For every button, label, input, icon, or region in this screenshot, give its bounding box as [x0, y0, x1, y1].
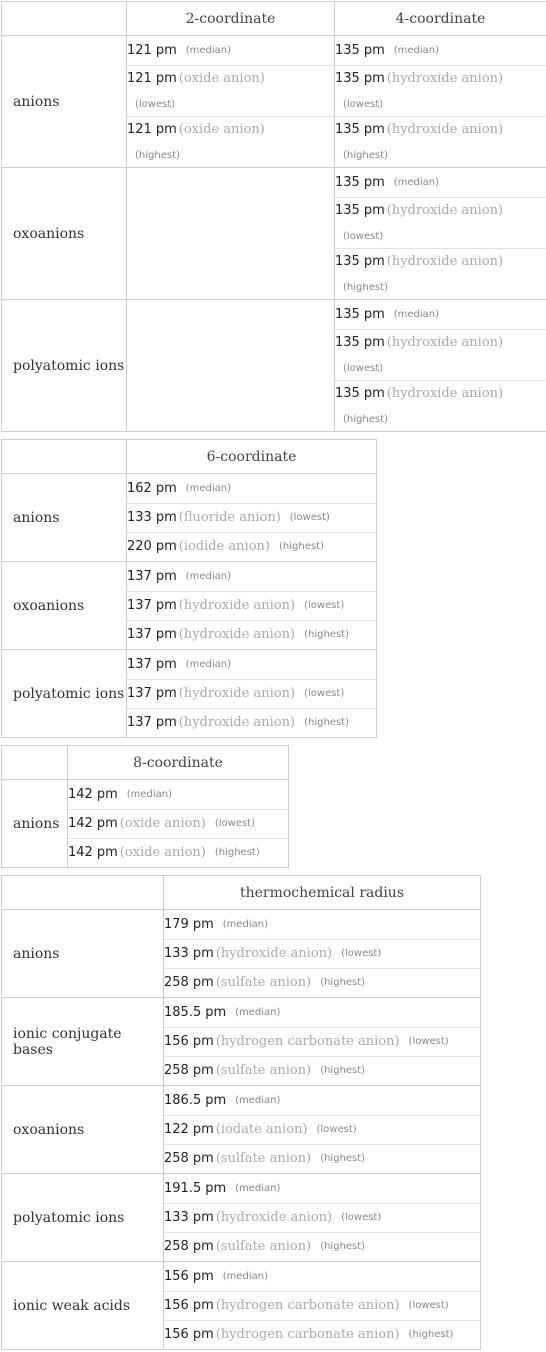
radius-value: 135 [335, 121, 360, 137]
radius-value: 142 [68, 787, 93, 802]
stat-tag: (lowest) [289, 512, 330, 523]
column-header: 6-coordinate [127, 440, 377, 474]
ion-name: (hydrogen carbonate anion) [215, 1298, 400, 1313]
unit-label: pm [363, 385, 385, 401]
column-header: thermochemical radius [164, 876, 481, 910]
table-row [2, 300, 546, 432]
stat-tag: (highest) [343, 150, 388, 162]
unit-label: pm [363, 334, 385, 350]
table-row [2, 998, 481, 1086]
highest-entry [127, 620, 376, 649]
highest-entry [164, 1144, 480, 1173]
median-entry [164, 1263, 480, 1291]
row-label: polyatomic ions [2, 1174, 164, 1262]
radius-value: 121 [127, 43, 152, 58]
radius-table-8-coordinate [1, 745, 289, 868]
radius-value: 186.5 [164, 1093, 202, 1108]
lowest-entry [127, 679, 376, 708]
table-row [2, 1174, 481, 1262]
unit-label: pm [155, 539, 177, 554]
median-entry [164, 911, 480, 939]
lowest-entry [164, 1291, 480, 1320]
stat-tag: (lowest) [408, 1036, 449, 1047]
radius-value: 137 [127, 627, 152, 642]
radius-value: 122 [164, 1122, 189, 1137]
data-cell [335, 36, 546, 168]
stat-tag: (lowest) [343, 99, 384, 111]
table-row [2, 650, 377, 738]
lowest-entry [127, 591, 376, 620]
stat-tag: (median) [222, 919, 269, 930]
unit-label: pm [192, 1151, 214, 1166]
stat-tag: (lowest) [316, 1124, 357, 1135]
stat-tag: (highest) [343, 414, 388, 426]
row-label: polyatomic ions [2, 300, 127, 432]
radius-value: 137 [127, 657, 152, 672]
lowest-entry [335, 197, 546, 248]
unit-label: pm [363, 253, 385, 269]
data-cell [127, 650, 377, 738]
highest-entry [335, 116, 546, 167]
stat-tag: (lowest) [408, 1300, 449, 1311]
data-cell [335, 168, 546, 300]
radius-value: 156 [164, 1269, 189, 1284]
stat-tag: (highest) [304, 717, 349, 728]
unit-label: pm [205, 1093, 227, 1108]
unit-label: pm [192, 1063, 214, 1078]
median-entry [164, 1175, 480, 1203]
ion-name: (hydrogen carbonate anion) [215, 1327, 400, 1342]
median-entry [335, 169, 546, 197]
empty-cell [127, 168, 335, 300]
unit-label: pm [205, 1005, 227, 1020]
stat-tag: (median) [185, 45, 232, 56]
radius-value: 258 [164, 1063, 189, 1078]
radius-value: 258 [164, 1239, 189, 1254]
unit-label: pm [363, 70, 385, 86]
corner-cell [2, 746, 68, 780]
radius-value: 220 [127, 539, 152, 554]
stat-tag: (highest) [320, 1241, 366, 1252]
highest-entry [127, 532, 376, 561]
unit-label: pm [192, 1269, 214, 1284]
data-cell [164, 1174, 481, 1262]
stat-tag: (lowest) [135, 99, 176, 111]
table-row [2, 1086, 481, 1174]
radius-table-thermochemical [1, 875, 481, 1350]
unit-label: pm [155, 715, 177, 730]
radius-value: 121 [127, 70, 152, 86]
ion-name: (iodide anion) [178, 539, 270, 554]
radius-value: 137 [127, 569, 152, 584]
row-label: oxoanions [2, 168, 127, 300]
unit-label: pm [192, 1210, 214, 1225]
unit-label: pm [192, 1298, 214, 1313]
median-entry [68, 781, 288, 809]
lowest-entry [335, 329, 546, 380]
column-header: 4-coordinate [335, 2, 546, 36]
row-label: anions [2, 474, 127, 562]
median-entry [127, 651, 376, 679]
stat-tag: (highest) [320, 1153, 366, 1164]
unit-label: pm [155, 481, 177, 496]
stat-tag: (highest) [343, 282, 388, 294]
stat-tag: (median) [235, 1183, 281, 1194]
ion-name: (hydroxide anion) [215, 1210, 333, 1225]
stat-tag: (highest) [304, 629, 349, 640]
radius-value: 133 [164, 1210, 189, 1225]
radius-value: 135 [335, 385, 360, 401]
stat-tag: (median) [235, 1007, 281, 1018]
data-cell [164, 1086, 481, 1174]
row-label: ionic conjugate bases [2, 998, 164, 1086]
unit-label: pm [155, 598, 177, 613]
unit-label: pm [192, 946, 214, 961]
stat-tag: (median) [185, 571, 232, 582]
highest-entry [335, 380, 546, 431]
ion-name: (hydroxide anion) [386, 253, 504, 269]
unit-label: pm [192, 1034, 214, 1049]
lowest-entry [68, 809, 288, 838]
ion-name: (hydroxide anion) [386, 202, 504, 218]
radius-value: 156 [164, 1298, 189, 1313]
stat-tag: (highest) [320, 1065, 366, 1076]
table-row [2, 474, 377, 562]
ion-name: (hydroxide anion) [386, 334, 504, 350]
unit-label: pm [155, 569, 177, 584]
unit-label: pm [363, 175, 385, 190]
ion-name: (hydroxide anion) [215, 946, 333, 961]
radius-value: 156 [164, 1327, 189, 1342]
table-row [2, 36, 546, 168]
radius-value: 135 [335, 334, 360, 350]
ion-name: (hydroxide anion) [386, 385, 504, 401]
radius-value: 142 [68, 845, 93, 860]
lowest-entry [335, 65, 546, 116]
radius-value: 135 [335, 43, 360, 58]
corner-cell [2, 876, 164, 910]
ion-name: (oxide anion) [178, 121, 265, 137]
stat-tag: (lowest) [304, 688, 345, 699]
stat-tag: (lowest) [343, 231, 384, 243]
median-entry [127, 475, 376, 503]
stat-tag: (median) [393, 177, 440, 188]
data-cell [127, 36, 335, 168]
unit-label: pm [155, 627, 177, 642]
highest-entry [335, 248, 546, 299]
unit-label: pm [363, 202, 385, 218]
ion-name: (oxide anion) [178, 70, 265, 86]
unit-label: pm [96, 816, 118, 831]
corner-cell [2, 440, 127, 474]
ion-name: (hydroxide anion) [178, 598, 296, 613]
highest-entry [164, 968, 480, 997]
radius-value: 135 [335, 307, 360, 322]
ion-name: (sulfate anion) [215, 1063, 312, 1078]
median-entry [164, 999, 480, 1027]
ion-name: (oxide anion) [119, 845, 206, 860]
data-cell [164, 910, 481, 998]
median-entry [335, 301, 546, 329]
radius-value: 121 [127, 121, 152, 137]
highest-entry [127, 708, 376, 737]
unit-label: pm [363, 307, 385, 322]
column-header: 2-coordinate [127, 2, 335, 36]
stat-tag: (lowest) [341, 948, 382, 959]
ion-name: (sulfate anion) [215, 975, 312, 990]
unit-label: pm [363, 43, 385, 58]
radius-value: 258 [164, 975, 189, 990]
radius-value: 135 [335, 175, 360, 190]
lowest-entry [164, 1027, 480, 1056]
stat-tag: (highest) [408, 1329, 454, 1340]
unit-label: pm [192, 1239, 214, 1254]
radius-value: 156 [164, 1034, 189, 1049]
highest-entry [68, 838, 288, 867]
stat-tag: (highest) [135, 150, 180, 162]
data-cell [164, 998, 481, 1086]
radius-value: 133 [127, 510, 152, 525]
radius-table-6-coordinate [1, 439, 377, 738]
lowest-entry [164, 1203, 480, 1232]
table-row [2, 1262, 481, 1350]
table-row [2, 562, 377, 650]
radius-value: 137 [127, 715, 152, 730]
lowest-entry [164, 1115, 480, 1144]
row-label: polyatomic ions [2, 650, 127, 738]
unit-label: pm [192, 917, 214, 932]
radius-value: 137 [127, 598, 152, 613]
row-label: oxoanions [2, 562, 127, 650]
column-header: 8-coordinate [68, 746, 289, 780]
lowest-entry [164, 939, 480, 968]
unit-label: pm [155, 121, 177, 137]
unit-label: pm [205, 1181, 227, 1196]
ion-name: (hydrogen carbonate anion) [215, 1034, 400, 1049]
data-cell [127, 474, 377, 562]
row-label: anions [2, 780, 68, 868]
stat-tag: (median) [222, 1271, 269, 1282]
stat-tag: (lowest) [214, 818, 256, 829]
unit-label: pm [192, 1122, 214, 1137]
median-entry [127, 563, 376, 591]
unit-label: pm [155, 686, 177, 701]
stat-tag: (median) [393, 45, 440, 56]
radius-value: 179 [164, 917, 189, 932]
ion-name: (sulfate anion) [215, 1151, 312, 1166]
radius-value: 133 [164, 946, 189, 961]
radius-value: 162 [127, 481, 152, 496]
unit-label: pm [155, 510, 177, 525]
lowest-entry [127, 65, 334, 116]
radius-value: 137 [127, 686, 152, 701]
data-cell [68, 780, 289, 868]
table-row [2, 780, 289, 868]
radius-value: 185.5 [164, 1005, 202, 1020]
ion-name: (hydroxide anion) [386, 121, 504, 137]
ion-name: (fluoride anion) [178, 510, 281, 525]
ion-name: (sulfate anion) [215, 1239, 312, 1254]
highest-entry [164, 1056, 480, 1085]
median-entry [335, 37, 546, 65]
corner-cell [2, 2, 127, 36]
ion-name: (hydroxide anion) [178, 715, 296, 730]
radius-value: 258 [164, 1151, 189, 1166]
ion-name: (hydroxide anion) [386, 70, 504, 86]
stat-tag: (median) [185, 483, 232, 494]
unit-label: pm [155, 657, 177, 672]
row-label: oxoanions [2, 1086, 164, 1174]
table-row [2, 168, 546, 300]
data-cell [335, 300, 546, 432]
empty-cell [127, 300, 335, 432]
table-row [2, 910, 481, 998]
data-cell [127, 562, 377, 650]
stat-tag: (lowest) [341, 1212, 382, 1223]
highest-entry [164, 1320, 480, 1349]
radius-table-2-4-coordinate [1, 1, 546, 432]
stat-tag: (lowest) [304, 600, 345, 611]
highest-entry [164, 1232, 480, 1261]
stat-tag: (highest) [279, 541, 324, 552]
unit-label: pm [96, 845, 118, 860]
unit-label: pm [363, 121, 385, 137]
stat-tag: (lowest) [343, 363, 384, 375]
unit-label: pm [192, 1327, 214, 1342]
radius-value: 135 [335, 70, 360, 86]
row-label: ionic weak acids [2, 1262, 164, 1350]
row-label: anions [2, 910, 164, 998]
radius-value: 135 [335, 202, 360, 218]
stat-tag: (highest) [320, 977, 366, 988]
stat-tag: (median) [393, 309, 440, 320]
unit-label: pm [155, 43, 177, 58]
ion-name: (hydroxide anion) [178, 627, 296, 642]
lowest-entry [127, 503, 376, 532]
data-cell [164, 1262, 481, 1350]
ion-name: (oxide anion) [119, 816, 206, 831]
highest-entry [127, 116, 334, 167]
stat-tag: (median) [126, 789, 173, 800]
ion-name: (hydroxide anion) [178, 686, 296, 701]
median-entry [127, 37, 334, 65]
median-entry [164, 1087, 480, 1115]
unit-label: pm [96, 787, 118, 802]
stat-tag: (median) [185, 659, 232, 670]
stat-tag: (highest) [214, 847, 260, 858]
radius-value: 142 [68, 816, 93, 831]
stat-tag: (median) [235, 1095, 281, 1106]
unit-label: pm [192, 975, 214, 990]
unit-label: pm [155, 70, 177, 86]
radius-value: 191.5 [164, 1181, 202, 1196]
radius-value: 135 [335, 253, 360, 269]
ion-name: (iodate anion) [215, 1122, 308, 1137]
row-label: anions [2, 36, 127, 168]
